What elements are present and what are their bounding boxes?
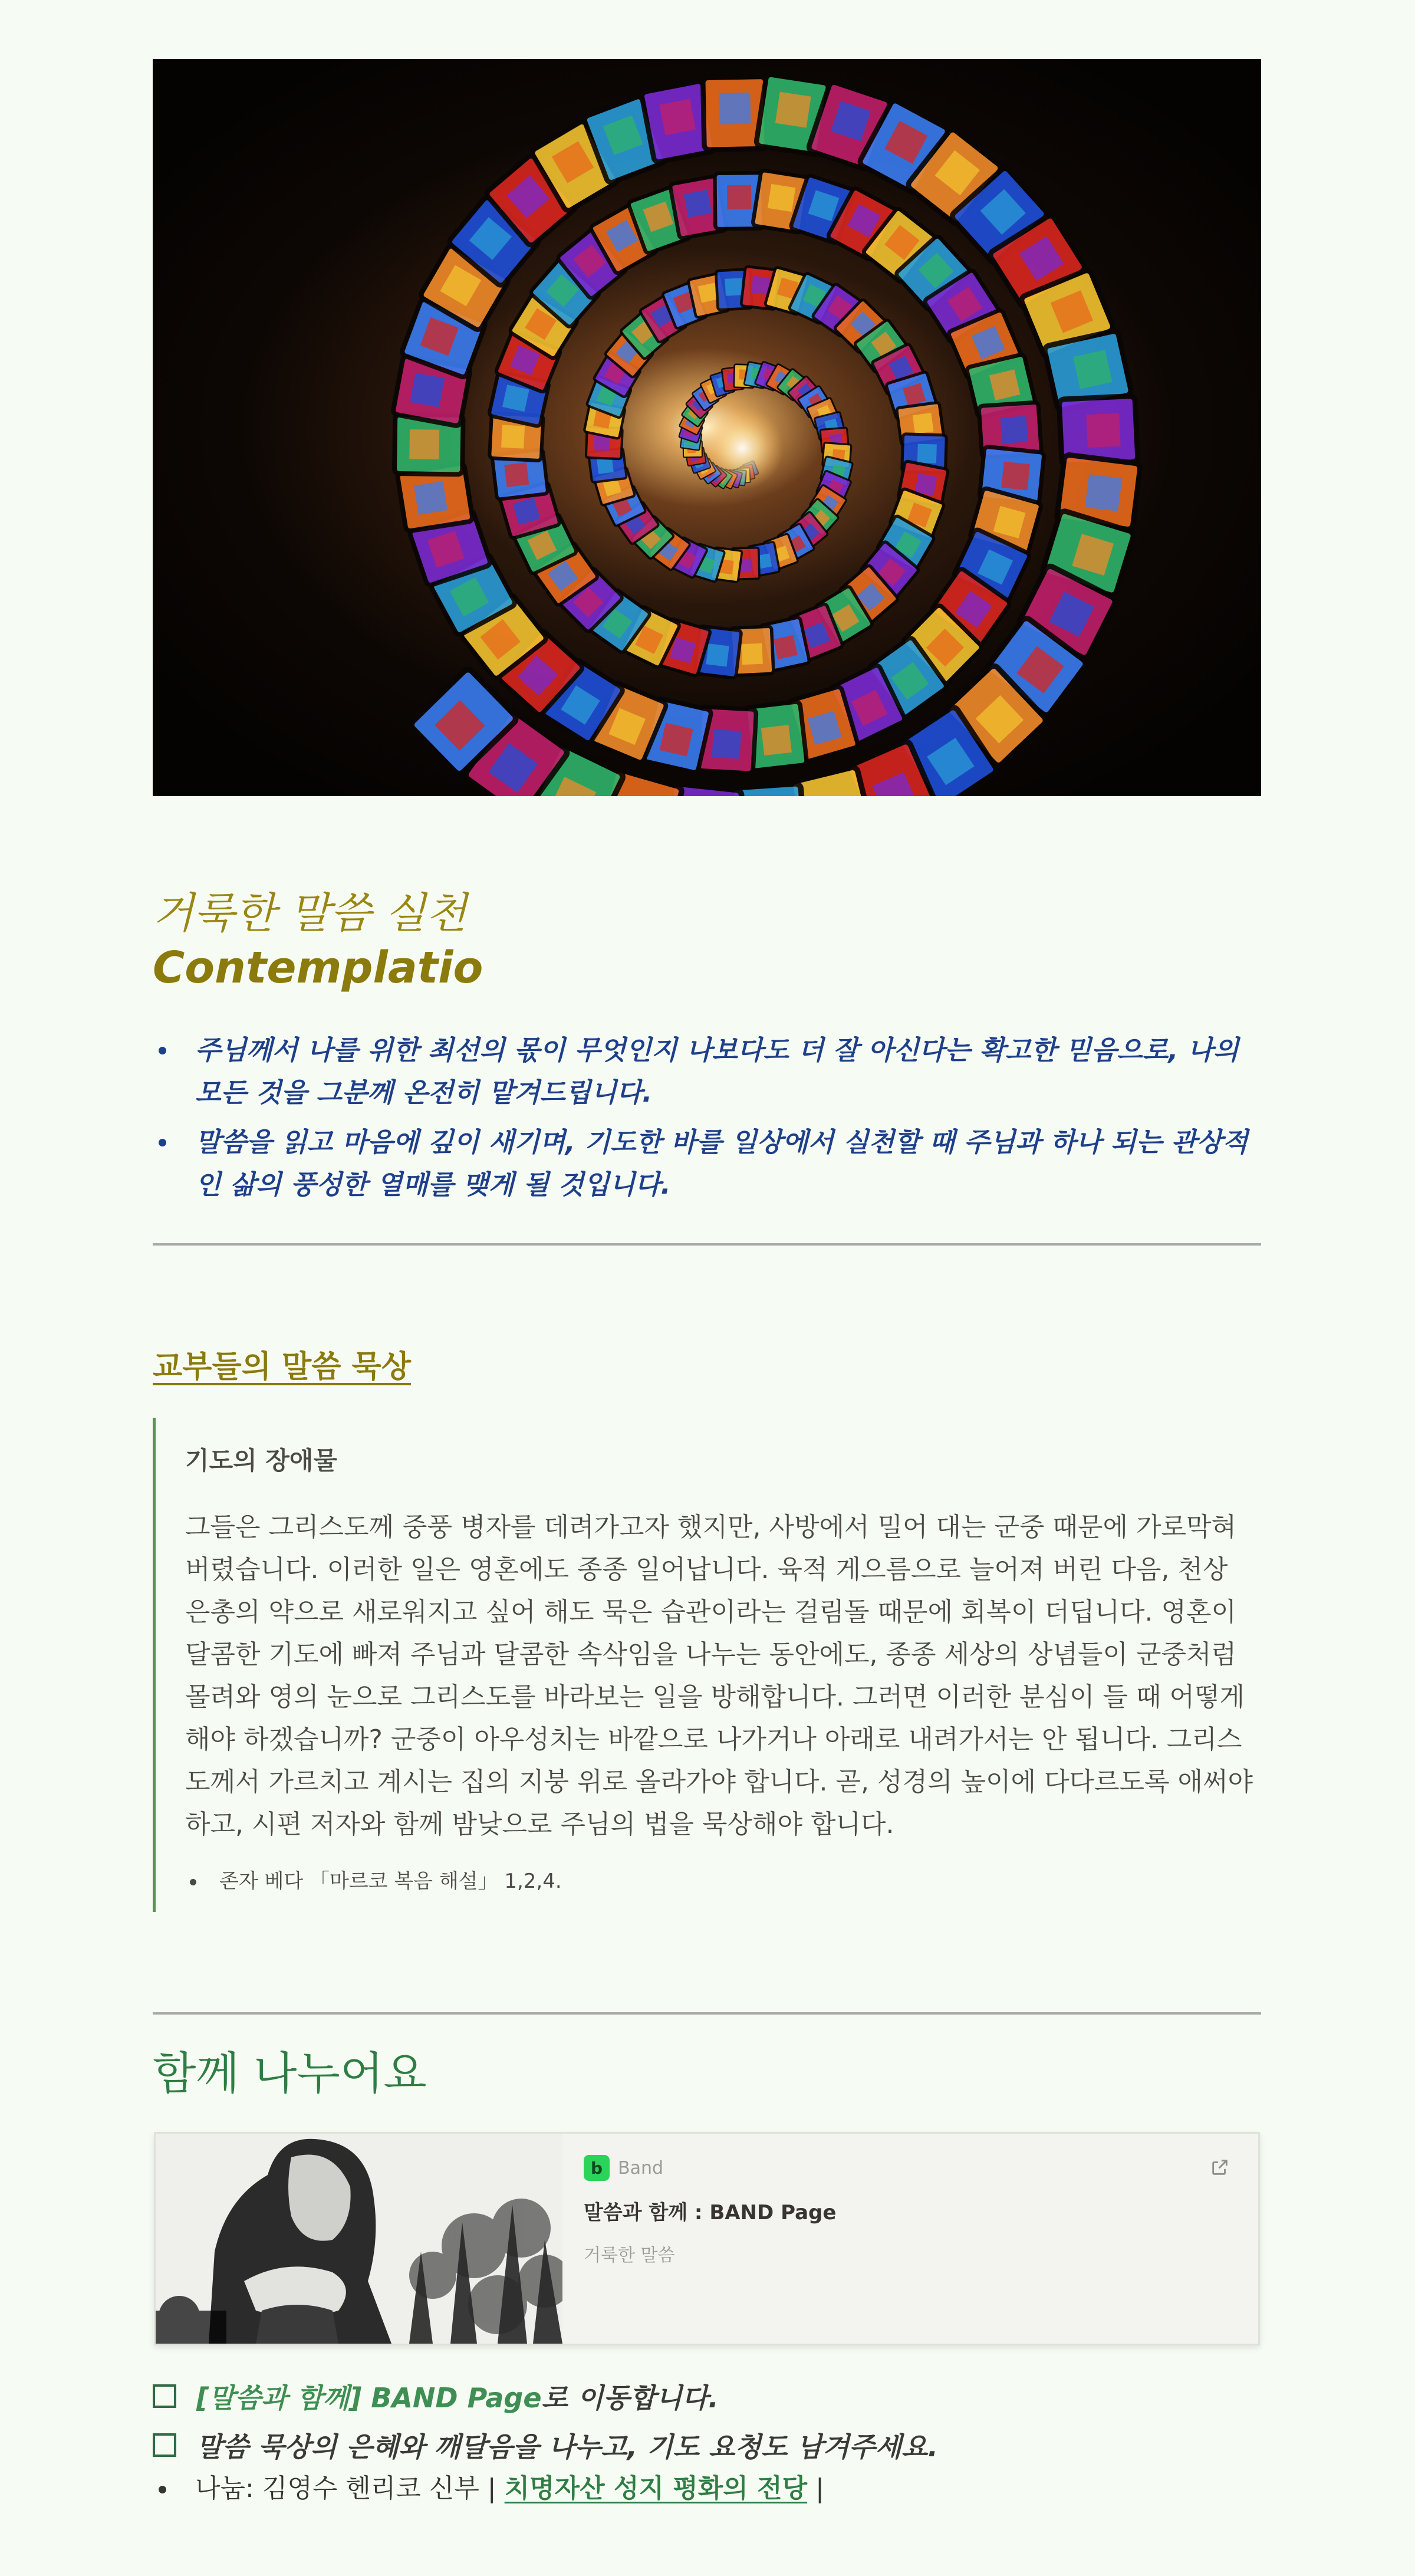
band-logo-icon: b	[584, 2155, 610, 2181]
credit-item	[153, 2468, 1261, 2509]
stained-glass-accent	[1001, 462, 1030, 491]
bookmark-title: 말씀과 함께 : BAND Page	[584, 2201, 837, 2225]
quote-body: 그들은 그리스도께 중풍 병자를 데려가고자 했지만, 사방에서 밀어 대는 군중 때문에 가로막혀 버렸습니다. 이러한 일은 영혼에도 종종 일어납니다. 육적 게으름으로 늘어져 버린 다음, 천상 은총의 약으로 새로워지고 싶어 해도 묵은 습관이라는 걸림돌 때문에 회복이 더딥니다. 영혼이 달콤한 기도에 빠져 주님과 달콤한 속삭임을 나누는 동안에도, 종종 세상의 상념들이 군중처럼 몰려와 영의 눈으로 그리스도를 바라보는 일을 방해합니다. 그러면 이러한 분심이 들 때 어떻게 해야 하겠습니까? 군중이 아우성치는 바깥으로 나가거나 아래로 내려가서는 안 됩니다. 그리스도께서 가르치고 계시는 집의 지붕 위로 올라가야 합니다. 곧, 성경의 높이에 다다르도록 애써야 하고, 시편 저자와 함께 밤낮으로 주님의 법을 묵상해야 합니다.	[185, 1512, 1253, 1839]
stained-glass-accent	[706, 643, 729, 666]
bookmark-description: 거룩한 말씀	[584, 2245, 675, 2266]
stained-glass-accent	[698, 282, 718, 303]
fathers-quote-block	[153, 1418, 1261, 1912]
shrine-link[interactable]: 치명자산 성지 평화의 전당	[504, 2473, 808, 2503]
stained-glass-accent	[1085, 474, 1122, 511]
bookmark-thumbnail	[156, 2134, 562, 2344]
stained-glass-accent	[1073, 350, 1113, 389]
todo-checkbox[interactable]	[153, 2384, 176, 2408]
credit-list	[153, 2468, 1261, 2509]
todo-checkbox[interactable]	[153, 2433, 176, 2457]
credit-suffix: |	[807, 2473, 824, 2503]
bookmark-source	[584, 2155, 1237, 2181]
band-bookmark-card[interactable]	[154, 2132, 1260, 2345]
list-item: 주님께서 나를 위한 최선의 몫이 무엇인지 나보다도 더 잘 아신다는 확고한 믿음으로, 나의 모든 것을 그분께 온전히 맡겨드립니다.	[153, 1029, 1261, 1114]
divider	[153, 2012, 1261, 2015]
stained-glass-accent	[1001, 416, 1028, 443]
quote-source-list	[185, 1864, 1255, 1899]
hero-image	[153, 59, 1261, 796]
stained-glass-accent	[684, 190, 712, 218]
stained-glass-accent	[659, 99, 696, 136]
external-link-icon[interactable]	[1210, 2157, 1230, 2177]
todo-item	[153, 2377, 1261, 2416]
stained-glass-accent	[410, 373, 445, 408]
quote-title: 기도의 장애물	[185, 1446, 338, 1475]
quote-source: 존자 베다 「마르코 복음 해설」 1,2,4.	[185, 1864, 1255, 1899]
contemplatio-list	[153, 1029, 1261, 1213]
divider	[153, 1243, 1261, 1246]
share-heading: 함께 나누어요	[153, 2047, 427, 2099]
stained-glass-accent	[504, 462, 529, 487]
stained-glass-accent	[768, 184, 795, 212]
stained-glass-accent	[1086, 413, 1121, 448]
stained-glass-accent	[725, 278, 742, 295]
stained-glass-accent	[761, 725, 792, 755]
bookmark-source-label: Band	[618, 2157, 664, 2179]
bookmark-info	[562, 2134, 1258, 2344]
heading-lectio-korean: 거룩한 말씀 실천	[153, 888, 467, 938]
stained-glass-accent	[775, 92, 811, 128]
credit-prefix: 나눔: 김영수 헨리코 신부 |	[195, 2473, 505, 2503]
heading-lectio-latin: Contemplatio	[153, 942, 483, 993]
stained-glass-accent	[917, 444, 937, 464]
stained-glass-accent	[741, 643, 763, 665]
stained-glass-accent	[719, 93, 751, 124]
stained-glass-accent	[712, 730, 741, 759]
stained-glass-accent	[501, 425, 525, 449]
stained-glass-spiral-image	[153, 59, 1261, 796]
fathers-section-link[interactable]: 교부들의 말씀 묵상	[153, 1349, 412, 1385]
stained-glass-accent	[502, 385, 529, 412]
stained-glass-accent	[414, 481, 447, 515]
todo-item	[153, 2426, 1261, 2465]
stained-glass-accent	[727, 185, 752, 210]
stained-glass-accent	[774, 635, 798, 659]
stained-glass-accent	[913, 413, 934, 434]
todo-text: 말씀 묵상의 은혜와 깨달음을 나누고, 기도 요청도 남겨주세요.	[196, 2431, 938, 2463]
stained-glass-accent	[409, 429, 439, 459]
band-page-link[interactable]: [말씀과 함께] BAND Page	[196, 2382, 542, 2414]
list-item: 말씀을 읽고 마음에 깊이 새기며, 기도한 바를 일상에서 실천할 때 주님과 하나 되는 관상적인 삶의 풍성한 열매를 맺게 될 것입니다.	[153, 1121, 1261, 1206]
todo-text: 로 이동합니다.	[541, 2382, 719, 2414]
